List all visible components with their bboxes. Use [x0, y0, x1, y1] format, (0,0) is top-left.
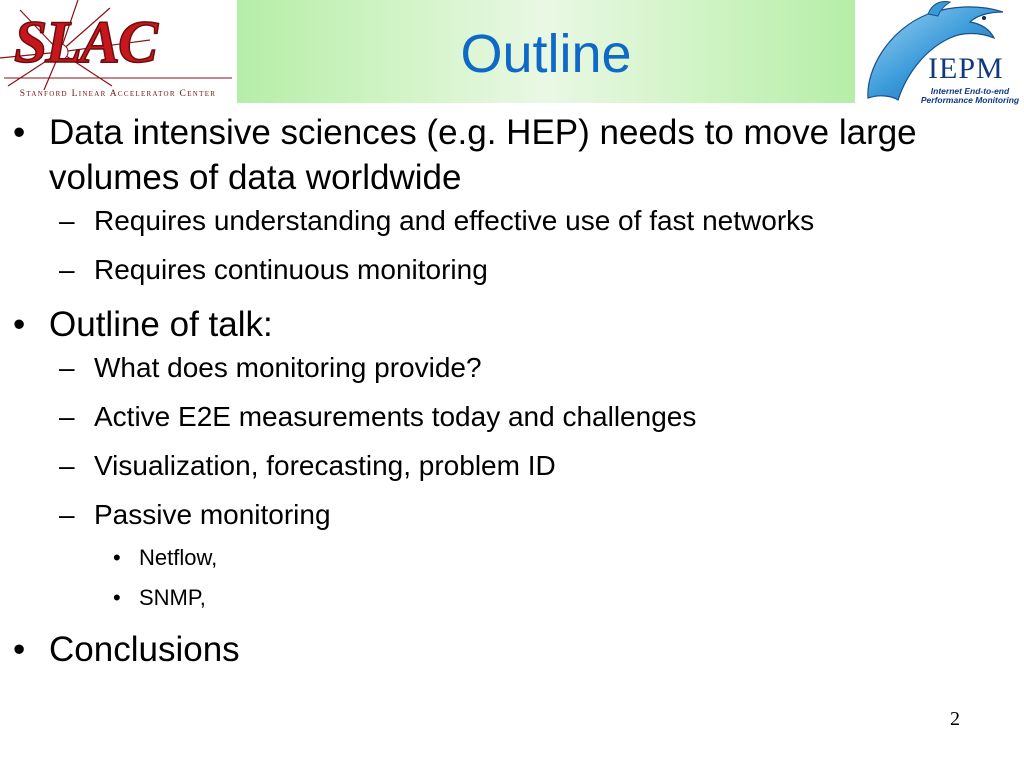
sub-bullet-item	[0, 204, 1024, 238]
bullet-text: Outline of talk:	[49, 305, 273, 344]
sub-sub-bullet-text: Netflow,	[139, 545, 218, 570]
slac-logo-graphic	[0, 0, 236, 90]
slide-header	[0, 0, 1024, 104]
slac-caption: Stanford Linear Accelerator Center	[19, 89, 217, 99]
sub-bullet-item	[0, 449, 1024, 483]
iepm-wordmark: IEPM	[928, 52, 1004, 85]
bullet-item	[0, 110, 1024, 200]
bullet-item	[0, 627, 1024, 672]
sub-sub-bullet-item	[0, 544, 1024, 571]
iepm-logo	[858, 0, 1024, 110]
dash-mark: –	[59, 401, 75, 432]
bullet-text: Conclusions	[49, 630, 240, 669]
sub-bullet-text: Requires continuous monitoring	[94, 254, 488, 285]
sub-bullet-item	[0, 351, 1024, 385]
sub-bullet-text: Active E2E measurements today and challenges	[94, 401, 697, 432]
sub-bullet-text: Requires understanding and effective use of fast networks	[94, 205, 815, 236]
sub-sub-bullet-item	[0, 584, 1024, 611]
sub-bullet-text: Passive monitoring	[94, 499, 331, 530]
bullet-list	[0, 110, 1024, 676]
bullet-mark: •	[13, 305, 26, 344]
bullet-mark: •	[13, 113, 26, 152]
dash-mark: –	[59, 254, 75, 285]
slac-logo	[0, 0, 236, 104]
svg-text:SLAC: SLAC	[14, 9, 157, 75]
bullet-item	[0, 302, 1024, 347]
sub-bullet-item	[0, 253, 1024, 287]
sub-bullet-text: Visualization, forecasting, problem ID	[94, 450, 556, 481]
dash-mark: –	[59, 450, 75, 481]
sub-bullet-text: What does monitoring provide?	[94, 352, 482, 383]
dash-mark: –	[59, 499, 75, 530]
sub-sub-bullet-text: SNMP,	[139, 585, 206, 610]
dash-mark: –	[59, 205, 75, 236]
bullet-mark: •	[113, 585, 121, 610]
slide-title: Outline	[460, 24, 632, 84]
page-number: 2	[950, 708, 960, 730]
sub-bullet-item	[0, 498, 1024, 532]
bullet-mark: •	[13, 630, 26, 669]
dash-mark: –	[59, 352, 75, 383]
bullet-mark: •	[113, 545, 121, 570]
sub-bullet-item	[0, 400, 1024, 434]
iepm-caption: Internet End-to-end Performance Monitoring	[920, 86, 1020, 105]
bullet-text: Data intensive sciences (e.g. HEP) needs to move large volumes of data worldwide	[49, 113, 917, 197]
